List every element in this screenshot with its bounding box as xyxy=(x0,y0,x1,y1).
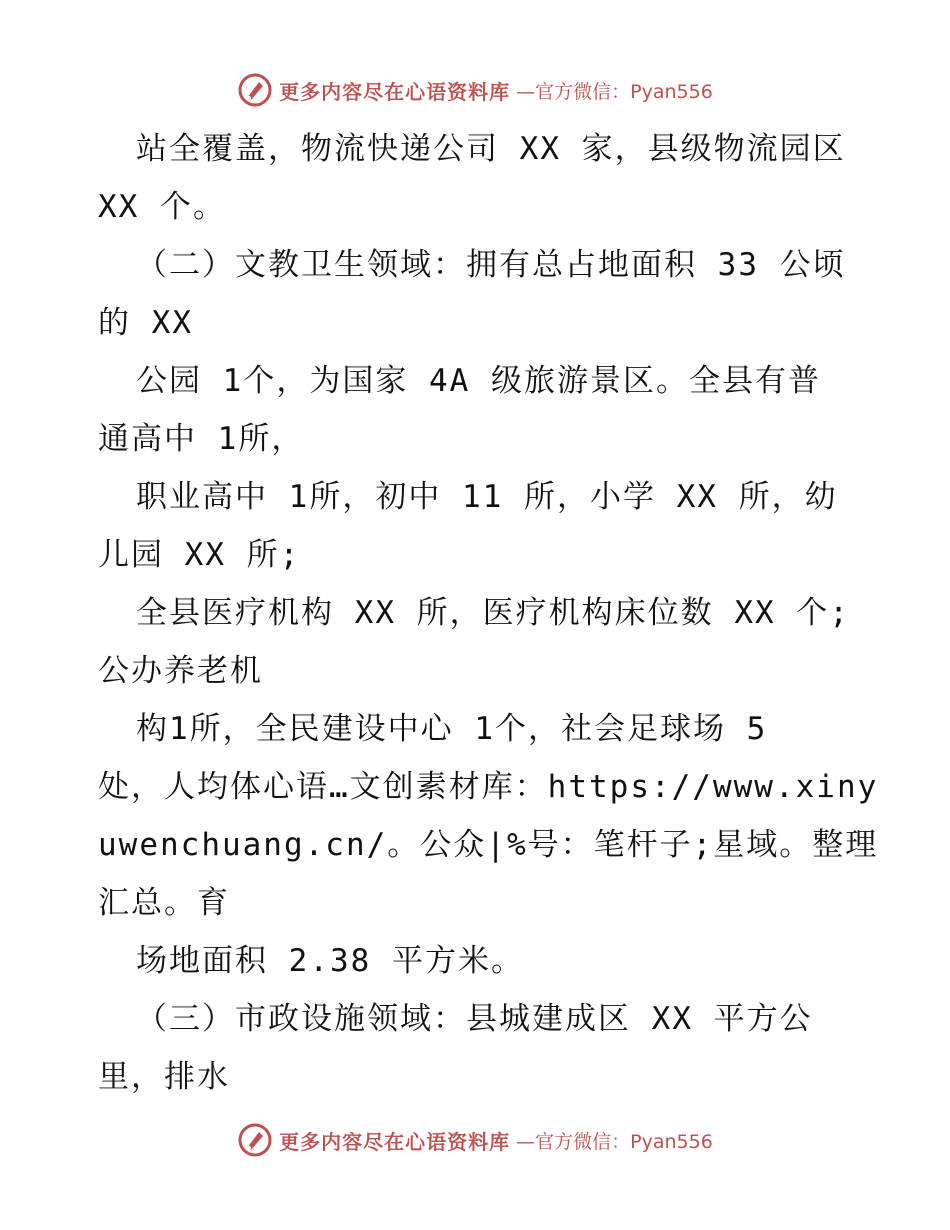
body-line: （三）市政设施领域：县城建成区 XX 平方公 xyxy=(136,1001,813,1037)
body-line: 通高中 1所， xyxy=(98,421,305,457)
footer-banner-text: 更多内容尽在心语资料库 xyxy=(279,1129,511,1154)
body-line: 场地面积 2.38 平方米。 xyxy=(136,943,524,979)
body-line: 里，排水 xyxy=(98,1059,230,1095)
body-line: 汇总。育 xyxy=(98,885,230,921)
document-body xyxy=(98,120,879,1106)
body-line: 构1所，全民建设中心 1个，社会足球场 5 xyxy=(136,711,768,747)
body-line: （二）文教卫生领域：拥有总占地面积 33 公顷 xyxy=(136,247,846,283)
header-banner-suffix: —官方微信：Pyan556 xyxy=(516,80,713,103)
body-line: 站全覆盖，物流快递公司 XX 家，县级物流园区 xyxy=(136,131,846,167)
body-line: XX 个。 xyxy=(98,189,226,225)
pen-logo-icon xyxy=(237,1122,273,1158)
header-banner xyxy=(0,70,950,110)
body-line: 职业高中 1所，初中 11 所，小学 XX 所，幼 xyxy=(136,479,838,515)
body-line: uwenchuang.cn/。公众|%号：笔杆子;星域。整理 xyxy=(98,827,879,863)
body-line: 处，人均体心语…文创素材库：https://www.xiny xyxy=(98,769,879,805)
footer-banner xyxy=(0,1120,950,1160)
footer-banner-suffix: —官方微信：Pyan556 xyxy=(516,1130,713,1153)
body-line: 儿园 XX 所; xyxy=(98,537,301,573)
pen-logo-icon xyxy=(237,72,273,108)
body-line: 全县医疗机构 XX 所，医疗机构床位数 XX 个; xyxy=(136,595,850,631)
body-line: 公办养老机 xyxy=(98,653,263,689)
header-banner-text: 更多内容尽在心语资料库 xyxy=(279,79,511,104)
body-line: 的 XX xyxy=(98,305,193,341)
body-line: 公园 1个，为国家 4A 级旅游景区。全县有普 xyxy=(136,363,821,399)
